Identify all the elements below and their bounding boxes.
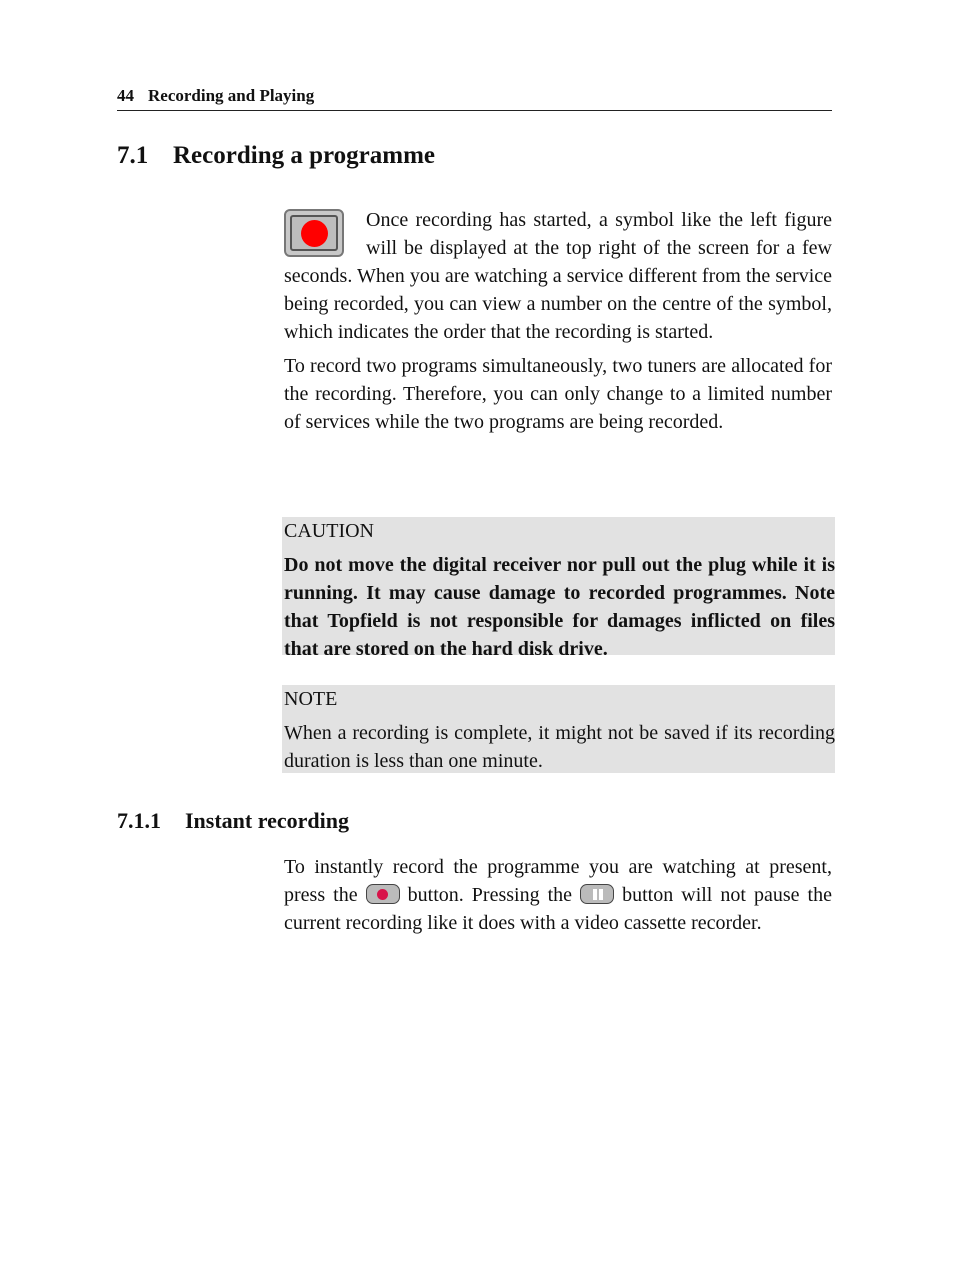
intro-paragraph-1: Once recording has started, a symbol like the left figure will be displayed at the top right of the screen for a few seconds. When you are watching a service different from the service being recorded, you can view a number on the centre of the symbol, which indicates the order that the recording is started.: [284, 209, 832, 343]
note-text: When a recording is complete, it might not be saved if its recording duration is less than one minute.: [284, 722, 835, 772]
caution-text: Do not move the digital receiver nor pull out the plug while it is running. It may cause damage to recorded programmes. Note that Topfield is not responsible for damages inflicted on files that are stored on the hard disk drive.: [284, 554, 835, 660]
section-title: Recording a programme: [173, 142, 435, 169]
subsection-number: 7.1.1: [117, 808, 161, 833]
caution-title: CAUTION: [284, 520, 374, 542]
note-box: [282, 685, 835, 773]
page-number: 44: [117, 86, 134, 105]
record-button-icon: [366, 884, 400, 904]
subsection-title: Instant recording: [185, 808, 349, 833]
caution-box: [282, 517, 835, 660]
instant-text-3: button will not pause the current recording like it does with a video cassette recorder.: [284, 884, 832, 934]
running-header: [117, 86, 832, 111]
instant-recording-text: [284, 853, 832, 937]
note-title: NOTE: [284, 688, 338, 710]
intro-paragraph-2: To record two programs simultaneously, two tuners are allocated for the recording. Therefore, you can only change to a limited number of services while the two programs are being recorded.: [284, 355, 832, 433]
subsection-heading: [117, 808, 349, 834]
section-number: 7.1: [117, 142, 149, 169]
header-title: Recording and Playing: [148, 86, 315, 105]
intro-text: [284, 206, 832, 436]
instant-paragraph: [284, 853, 832, 937]
record-dot: [301, 220, 328, 247]
section-heading: [117, 142, 435, 170]
pause-button-icon: [580, 884, 614, 904]
record-indicator-icon: [284, 209, 344, 257]
instant-text-2: button. Pressing the: [407, 884, 573, 906]
instant-text-1: To instantly record the programme you are watching at present, press the: [284, 856, 832, 906]
